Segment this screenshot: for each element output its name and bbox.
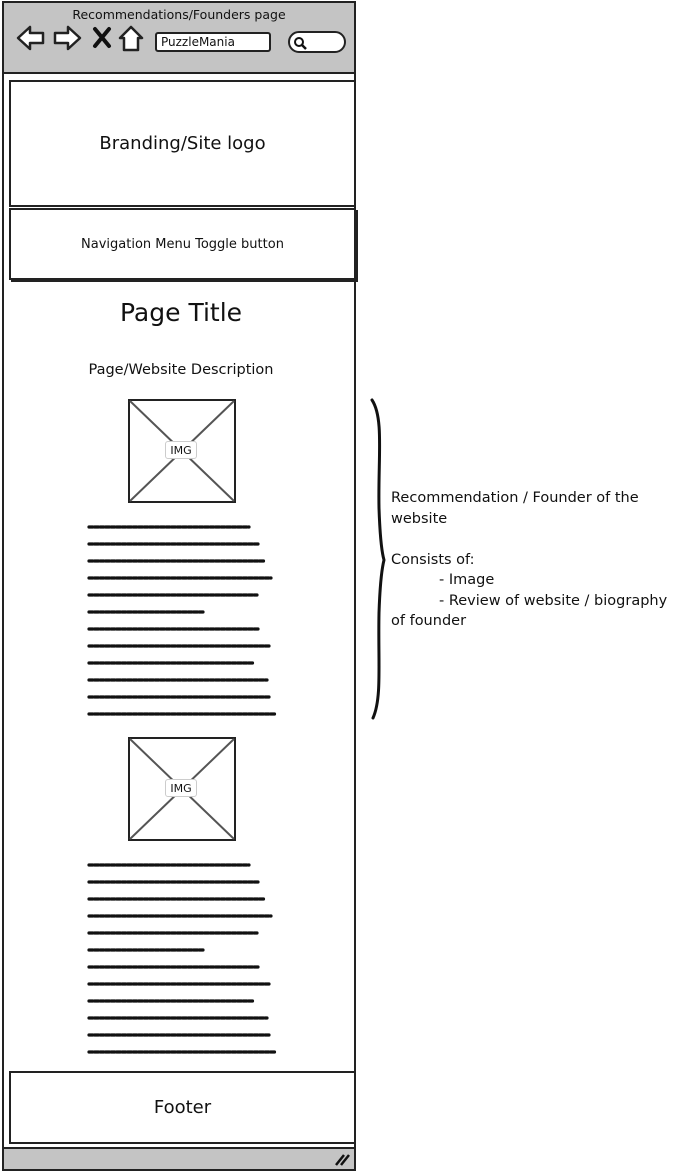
search-input[interactable] xyxy=(288,31,346,53)
curly-brace-icon xyxy=(370,398,388,722)
close-icon[interactable] xyxy=(92,25,112,51)
founder-image-1 xyxy=(128,399,236,503)
window-title: Recommendations/Founders page xyxy=(72,7,286,22)
annotation-item-image: - Image xyxy=(439,572,495,588)
site-logo[interactable] xyxy=(9,80,356,207)
browser-window xyxy=(2,1,356,1171)
annotation-item-review: - Review of website / biography xyxy=(439,592,668,609)
browser-statusbar xyxy=(4,1147,354,1169)
image-label: IMG xyxy=(165,779,197,797)
nav-toggle-label: Navigation Menu Toggle button xyxy=(81,236,284,252)
footer-label: Footer xyxy=(153,1097,212,1118)
url-input[interactable]: PuzzleMania xyxy=(155,32,271,52)
footer xyxy=(9,1071,356,1144)
image-label: IMG xyxy=(165,441,197,459)
page-title: Page Title xyxy=(119,298,243,327)
annotation-note xyxy=(391,488,691,632)
back-arrow-icon[interactable] xyxy=(16,25,46,51)
annotation-title-line2: website xyxy=(391,510,448,527)
annotation-title-line1: Recommendation / Founder of the xyxy=(391,490,639,506)
founder-image-2 xyxy=(128,737,236,841)
page-description: Page/Website Description xyxy=(88,362,274,378)
forward-arrow-icon[interactable] xyxy=(52,25,82,51)
annotation-item-review-cont: of founder xyxy=(391,613,467,629)
nav-menu-toggle-button[interactable] xyxy=(9,208,356,280)
search-icon xyxy=(293,36,307,50)
branding-label: Branding/Site logo xyxy=(99,133,266,154)
review-text-2 xyxy=(87,859,282,1059)
browser-titlebar xyxy=(4,3,354,74)
home-icon[interactable] xyxy=(118,25,144,53)
annotation-consists-label: Consists of: xyxy=(391,551,475,568)
resize-handle-icon[interactable] xyxy=(332,1151,350,1167)
review-text-1 xyxy=(87,521,282,721)
